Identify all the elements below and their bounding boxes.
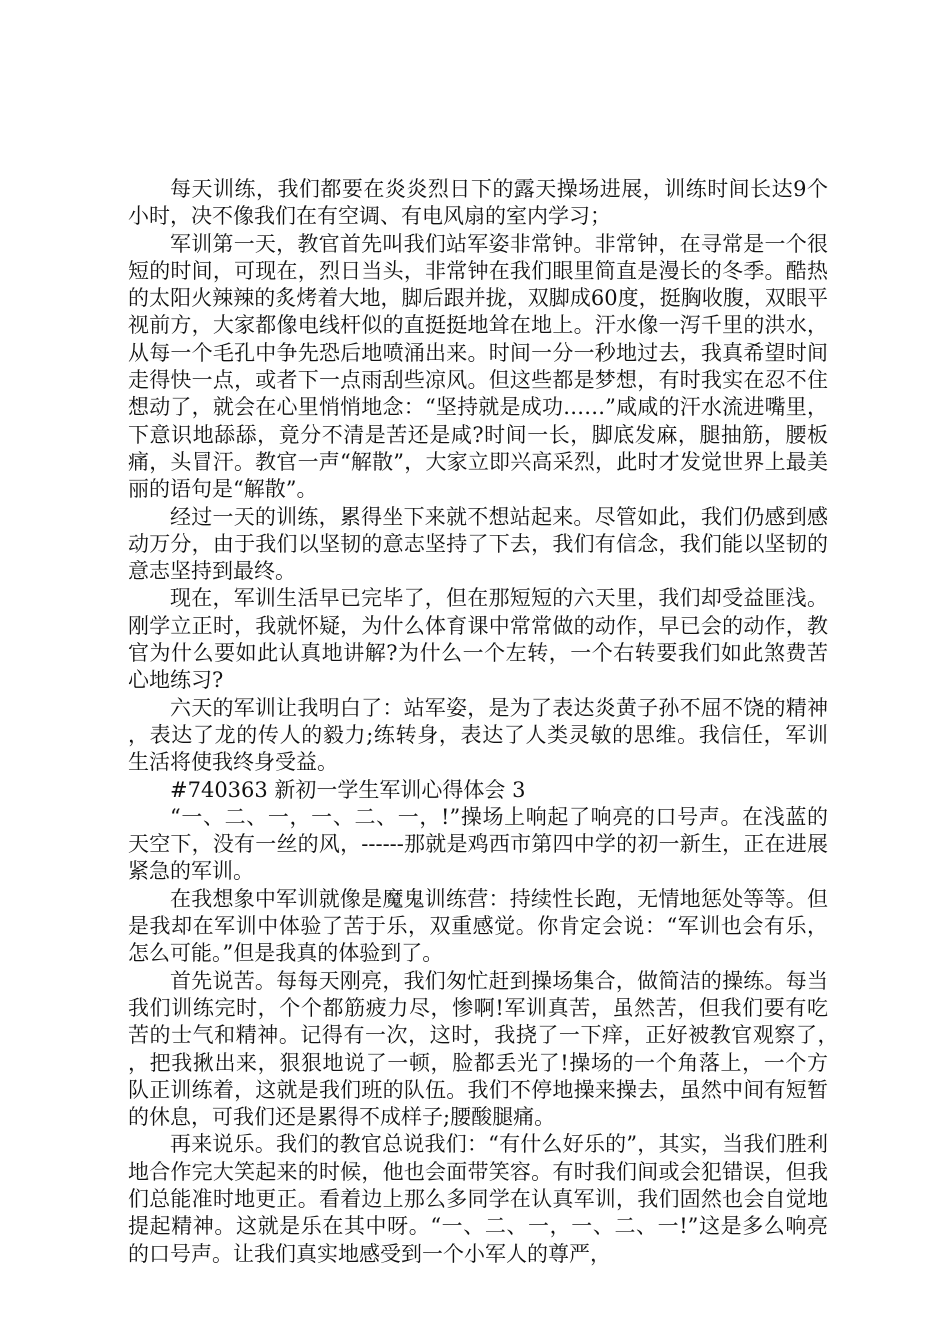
paragraph-5: 六天的军训让我明白了：站军姿，是为了表达炎黄子孙不屈不饶的精神，表达了龙的传人的毅力;练转身，表达了人类灵敏的思维。我信任，军训生活将使我终身受益。 — [128, 695, 828, 775]
paragraph-9: 再来说乐。我们的教官总说我们：“有什么好乐的”，其实，当我们胜利地合作完大笑起来的时候，他也会面带笑容。有时我们间或会犯错误，但我们总能准时地更正。看着边上那么多同学在认真军训，我们固然也会自觉地提起精神。这就是乐在其中呀。“一、二、一，一、二、一!”这是多么响亮的口号声。让我们真实地感受到一个小军人的尊严， — [128, 1132, 828, 1266]
paragraph-4: 现在，军训生活早已完毕了，但在那短短的六天里，我们却受益匪浅。刚学立正时，我就怀疑，为什么体育课中常常做的动作，早已会的动作，教官为什么要如此认真地讲解?为什么一个左转，一个右转要我们如此煞费苦心地练习? — [128, 586, 828, 693]
paragraph-2: 军训第一天，教官首先叫我们站军姿非常钟。非常钟，在寻常是一个很短的时间，可现在，烈日当头，非常钟在我们眼里简直是漫长的冬季。酷热的太阳火辣辣的炙烤着大地，脚后跟并拢，双脚成60度，挺胸收腹，双眼平视前方，大家都像电线杆似的直挺挺地耸在地上。汗水像一泻千里的洪水，从每一个毛孔中争先恐后地喷涌出来。时间一分一秒地过去，我真希望时间走得快一点，或者下一点雨刮些凉风。但这些都是梦想，有时我实在忍不住想动了，就会在心里悄悄地念：“坚持就是成功……”咸咸的汗水流进嘴里，下意识地舔舔，竟分不清是苦还是咸?时间一长，脚底发麻，腿抽筋，腰板痛，头冒汗。教官一声“解散”，大家立即兴高采烈，此时才发觉世界上最美丽的语句是“解散”。 — [128, 231, 828, 502]
section-heading: #740363 新初一学生军训心得体会 3 — [170, 777, 526, 802]
document-body — [128, 176, 828, 1268]
paragraph-8: 首先说苦。每每天刚亮，我们匆忙赶到操场集合，做简洁的操练。每当我们训练完时，个个都筋疲力尽，惨啊!军训真苦，虽然苦，但我们要有吃苦的士气和精神。记得有一次，这时，我挠了一下痒，正好被教官观察了，，把我揪出来，狠狠地说了一顿，脸都丢光了!操场的一个角落上，一个方队正训练着，这就是我们班的队伍。我们不停地操来操去，虽然中间有短暂的休息，可我们还是累得不成样子;腰酸腿痛。 — [128, 968, 828, 1130]
paragraph-7: 在我想象中军训就像是魔鬼训练营：持续性长跑，无情地惩处等等。但是我却在军训中体验了苦于乐，双重感觉。你肯定会说：“军训也会有乐，怎么可能。”但是我真的体验到了。 — [128, 886, 828, 966]
paragraph-1: 每天训练，我们都要在炎炎烈日下的露天操场进展，训练时间长达9个小时，决不像我们在有空调、有电风扇的室内学习； — [128, 177, 828, 229]
paragraph-3: 经过一天的训练，累得坐下来就不想站起来。尽管如此，我们仍感到感动万分，由于我们以坚韧的意志坚持了下去，我们有信念，我们能以坚韧的意志坚持到最终。 — [128, 504, 828, 584]
paragraph-6: “一、二、一，一、二、一，!”操场上响起了响亮的口号声。在浅蓝的天空下，没有一丝的风，------那就是鸡西市第四中学的初一新生，正在进展紧急的军训。 — [128, 804, 828, 884]
